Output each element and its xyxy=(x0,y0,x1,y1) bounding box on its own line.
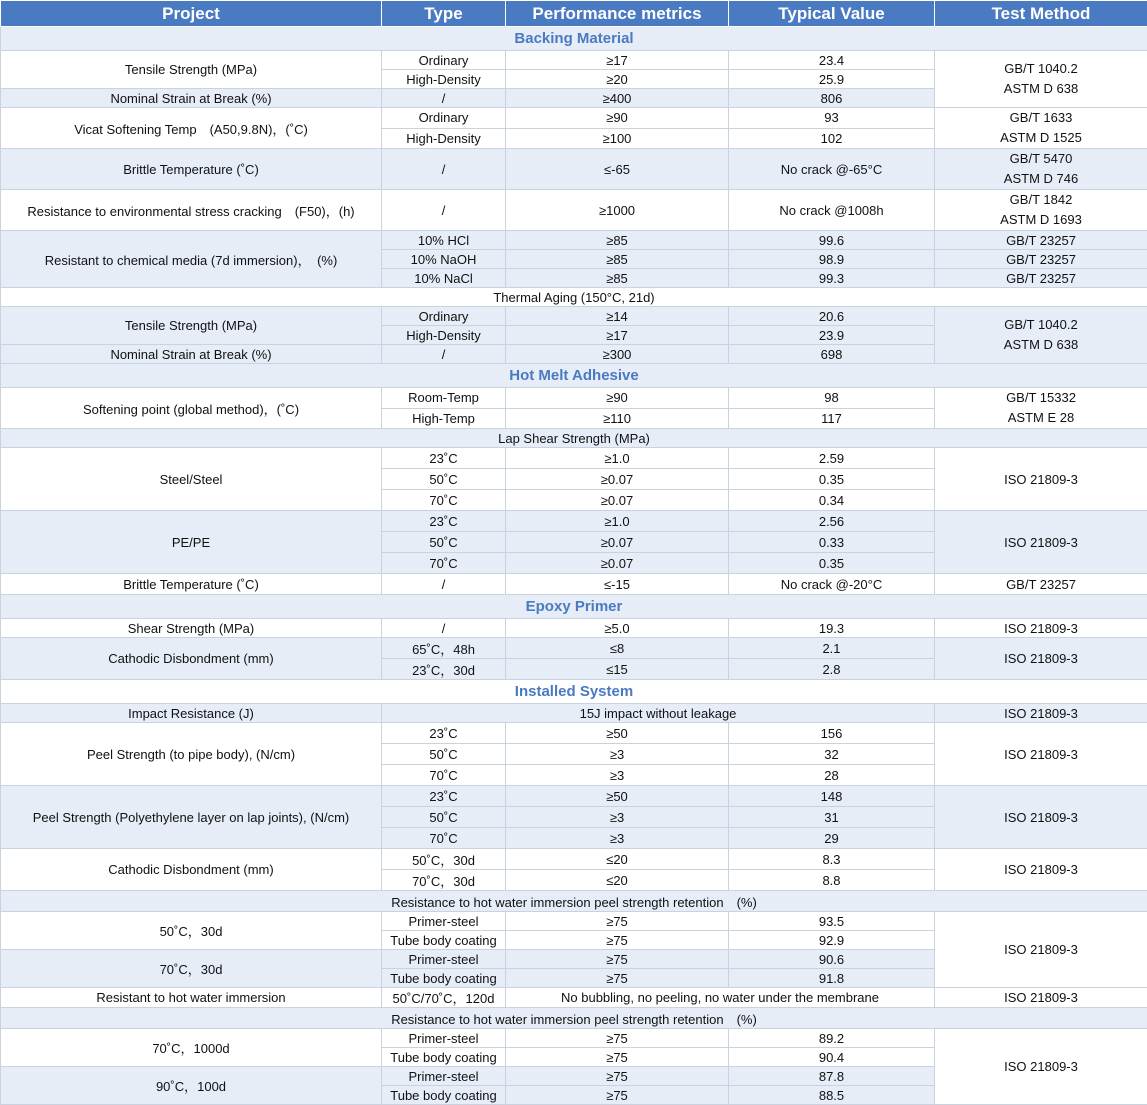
table-row xyxy=(1,1008,1147,1029)
table-cell: 31 xyxy=(729,807,935,828)
table-cell: Peel Strength (to pipe body), (N/cm) xyxy=(1,723,382,786)
table-cell: Tensile Strength (MPa) xyxy=(1,307,382,345)
table-cell xyxy=(935,190,1147,231)
table-cell: Ordinary xyxy=(382,51,506,70)
table-cell: 99.6 xyxy=(729,231,935,250)
table-row xyxy=(1,891,1147,912)
table-cell: ISO 21809-3 xyxy=(935,511,1147,574)
table-cell: Tube body coating xyxy=(382,969,506,988)
table-cell: 10% NaCl xyxy=(382,269,506,288)
table-cell: 50˚C xyxy=(382,469,506,490)
table-row xyxy=(1,619,1147,638)
table-cell: ISO 21809-3 xyxy=(935,849,1147,891)
table-cell: 8.3 xyxy=(729,849,935,870)
table-row xyxy=(1,786,1147,807)
cell-line: ASTM D 638 xyxy=(939,335,1143,355)
table-cell: ≥85 xyxy=(506,250,729,269)
table-cell: 10% NaOH xyxy=(382,250,506,269)
table-cell: 92.9 xyxy=(729,931,935,950)
table-cell: ISO 21809-3 xyxy=(935,704,1147,723)
table-cell: Brittle Temperature (˚C) xyxy=(1,149,382,190)
table-cell: Primer-steel xyxy=(382,1029,506,1048)
table-cell: ≥0.07 xyxy=(506,469,729,490)
table-cell: Tube body coating xyxy=(382,931,506,950)
table-row xyxy=(1,51,1147,70)
table-cell: Impact Resistance (J) xyxy=(1,704,382,723)
table-cell: ≥90 xyxy=(506,388,729,409)
table-cell: / xyxy=(382,619,506,638)
table-cell: GB/T 23257 xyxy=(935,250,1147,269)
table-cell: ≥75 xyxy=(506,912,729,931)
table-cell: 102 xyxy=(729,128,935,149)
table-cell: 698 xyxy=(729,345,935,364)
table-cell: ≤-65 xyxy=(506,149,729,190)
table-cell: Nominal Strain at Break (%) xyxy=(1,89,382,108)
table-cell: ≥20 xyxy=(506,70,729,89)
table-cell: 91.8 xyxy=(729,969,935,988)
cell-line: ASTM D 638 xyxy=(939,79,1143,99)
table-row xyxy=(1,288,1147,307)
table-cell: 87.8 xyxy=(729,1067,935,1086)
table-row xyxy=(1,849,1147,870)
table-cell: 156 xyxy=(729,723,935,744)
table-cell: Resistant to chemical media (7d immersion)， (%) xyxy=(1,231,382,288)
section-title: Backing Material xyxy=(1,27,1147,51)
table-cell: 50˚C，30d xyxy=(1,912,382,950)
table-cell: ≥3 xyxy=(506,765,729,786)
table-cell: 806 xyxy=(729,89,935,108)
table-cell: 88.5 xyxy=(729,1086,935,1105)
table-cell: ≥1.0 xyxy=(506,448,729,469)
table-row xyxy=(1,1029,1147,1048)
table-cell: ≥3 xyxy=(506,828,729,849)
table-cell: ≥1000 xyxy=(506,190,729,231)
table-cell: 90˚C，100d xyxy=(1,1067,382,1105)
table-cell: No bubbling, no peeling, no water under the membrane xyxy=(506,988,935,1008)
table-cell: ≥300 xyxy=(506,345,729,364)
table-cell: ISO 21809-3 xyxy=(935,723,1147,786)
table-cell: ≥90 xyxy=(506,108,729,129)
table-cell: High-Density xyxy=(382,326,506,345)
table-cell: 99.3 xyxy=(729,269,935,288)
table-cell: ≥50 xyxy=(506,786,729,807)
subheading: Thermal Aging (150°C, 21d) xyxy=(1,288,1147,307)
section-title: Installed System xyxy=(1,680,1147,704)
table-cell: 70˚C，30d xyxy=(382,870,506,891)
header-type: Type xyxy=(382,1,506,27)
table-cell: ≥5.0 xyxy=(506,619,729,638)
table-cell xyxy=(935,51,1147,108)
table-row xyxy=(1,680,1147,704)
table-cell: 93 xyxy=(729,108,935,129)
table-row xyxy=(1,27,1147,51)
cell-line: GB/T 1040.2 xyxy=(939,315,1143,335)
table-cell: GB/T 23257 xyxy=(935,269,1147,288)
table-cell: ISO 21809-3 xyxy=(935,988,1147,1008)
table-row xyxy=(1,723,1147,744)
table-cell: 15J impact without leakage xyxy=(382,704,935,723)
table-cell: 50˚C xyxy=(382,532,506,553)
table-cell: / xyxy=(382,574,506,595)
table-cell: Primer-steel xyxy=(382,950,506,969)
table-cell: 8.8 xyxy=(729,870,935,891)
cell-line: GB/T 1040.2 xyxy=(939,59,1143,79)
table-cell: 0.35 xyxy=(729,469,935,490)
table-cell: 2.1 xyxy=(729,638,935,659)
table-cell: 93.5 xyxy=(729,912,935,931)
table-cell: ≤8 xyxy=(506,638,729,659)
table-cell: ISO 21809-3 xyxy=(935,638,1147,680)
table-row xyxy=(1,108,1147,129)
table-cell: 19.3 xyxy=(729,619,935,638)
table-cell: PE/PE xyxy=(1,511,382,574)
table-cell: ISO 21809-3 xyxy=(935,619,1147,638)
table-row xyxy=(1,704,1147,723)
table-cell: GB/T 23257 xyxy=(935,231,1147,250)
table-cell: 23˚C xyxy=(382,786,506,807)
table-cell xyxy=(935,149,1147,190)
table-cell: 25.9 xyxy=(729,70,935,89)
table-cell: No crack @-20°C xyxy=(729,574,935,595)
table-cell: 70˚C xyxy=(382,765,506,786)
subheading: Resistance to hot water immersion peel strength retention (%) xyxy=(1,891,1147,912)
table-cell: High-Density xyxy=(382,70,506,89)
table-cell: 70˚C，1000d xyxy=(1,1029,382,1067)
subheading: Lap Shear Strength (MPa) xyxy=(1,429,1147,448)
table-cell: No crack @1008h xyxy=(729,190,935,231)
table-cell: 0.35 xyxy=(729,553,935,574)
header-typical-value: Typical Value xyxy=(729,1,935,27)
cell-line: ASTM D 746 xyxy=(939,169,1143,189)
table-cell: ≥17 xyxy=(506,326,729,345)
table-cell: ≥75 xyxy=(506,1048,729,1067)
table-cell: / xyxy=(382,149,506,190)
table-cell: ≤20 xyxy=(506,870,729,891)
table-cell: 20.6 xyxy=(729,307,935,326)
table-cell: / xyxy=(382,190,506,231)
table-cell: Vicat Softening Temp (A50,9.8N)，(˚C) xyxy=(1,108,382,149)
table-cell: 50˚C，30d xyxy=(382,849,506,870)
table-cell: 89.2 xyxy=(729,1029,935,1048)
table-cell: 23.4 xyxy=(729,51,935,70)
table-cell: Cathodic Disbondment (mm) xyxy=(1,638,382,680)
table-cell: GB/T 23257 xyxy=(935,574,1147,595)
table-cell: No crack @-65°C xyxy=(729,149,935,190)
table-cell: ≥14 xyxy=(506,307,729,326)
table-cell: Resistance to environmental stress cracking (F50)，(h) xyxy=(1,190,382,231)
table-cell: 2.56 xyxy=(729,511,935,532)
table-cell: 0.34 xyxy=(729,490,935,511)
cell-line: GB/T 1633 xyxy=(939,108,1143,128)
table-row xyxy=(1,638,1147,659)
table-cell: ≥100 xyxy=(506,128,729,149)
table-cell: Resistant to hot water immersion xyxy=(1,988,382,1008)
table-row xyxy=(1,429,1147,448)
header-performance-metrics: Performance metrics xyxy=(506,1,729,27)
table-row xyxy=(1,448,1147,469)
table-cell: ≥3 xyxy=(506,744,729,765)
table-cell: ≥110 xyxy=(506,408,729,429)
table-cell: 2.59 xyxy=(729,448,935,469)
header-project: Project xyxy=(1,1,382,27)
table-cell: 98 xyxy=(729,388,935,409)
table-cell: ≥75 xyxy=(506,1029,729,1048)
table-cell: Cathodic Disbondment (mm) xyxy=(1,849,382,891)
table-cell: ≥85 xyxy=(506,231,729,250)
table-cell: 70˚C xyxy=(382,490,506,511)
table-cell: / xyxy=(382,89,506,108)
table-row xyxy=(1,595,1147,619)
table-cell: ≥75 xyxy=(506,950,729,969)
table-cell: 90.6 xyxy=(729,950,935,969)
table-cell: 50˚C xyxy=(382,807,506,828)
table-cell: Ordinary xyxy=(382,307,506,326)
table-row xyxy=(1,364,1147,388)
table-cell: 70˚C xyxy=(382,828,506,849)
table-cell: 148 xyxy=(729,786,935,807)
table-cell: ≥17 xyxy=(506,51,729,70)
table-cell: 70˚C xyxy=(382,553,506,574)
table-cell: Room-Temp xyxy=(382,388,506,409)
cell-line: GB/T 15332 xyxy=(939,388,1143,408)
table-cell: ISO 21809-3 xyxy=(935,912,1147,988)
cell-line: GB/T 1842 xyxy=(939,190,1143,210)
table-cell: 23˚C xyxy=(382,511,506,532)
table-cell: ≥75 xyxy=(506,1067,729,1086)
table-row xyxy=(1,231,1147,250)
table-cell: Peel Strength (Polyethylene layer on lap joints), (N/cm) xyxy=(1,786,382,849)
table-cell: 28 xyxy=(729,765,935,786)
table-cell: 10% HCl xyxy=(382,231,506,250)
table-cell: 50˚C xyxy=(382,744,506,765)
cell-line: ASTM D 1525 xyxy=(939,128,1143,148)
table-cell: Shear Strength (MPa) xyxy=(1,619,382,638)
table-cell: 50˚C/70˚C，120d xyxy=(382,988,506,1008)
section-title: Hot Melt Adhesive xyxy=(1,364,1147,388)
table-cell: / xyxy=(382,345,506,364)
table-cell: Primer-steel xyxy=(382,1067,506,1086)
table-row xyxy=(1,574,1147,595)
cell-line: GB/T 5470 xyxy=(939,149,1143,169)
table-cell: ≥0.07 xyxy=(506,532,729,553)
table-cell: ISO 21809-3 xyxy=(935,1029,1147,1105)
section-title: Epoxy Primer xyxy=(1,595,1147,619)
table-cell: Tensile Strength (MPa) xyxy=(1,51,382,89)
table-cell: ≤-15 xyxy=(506,574,729,595)
table-row xyxy=(1,190,1147,231)
table-row xyxy=(1,988,1147,1008)
table-cell: ≤15 xyxy=(506,659,729,680)
table-cell: Tube body coating xyxy=(382,1086,506,1105)
table-cell: Nominal Strain at Break (%) xyxy=(1,345,382,364)
table-cell: Ordinary xyxy=(382,108,506,129)
cell-line: ASTM D 1693 xyxy=(939,210,1143,230)
table-cell: 90.4 xyxy=(729,1048,935,1067)
table-cell: ≤20 xyxy=(506,849,729,870)
subheading: Resistance to hot water immersion peel strength retention (%) xyxy=(1,1008,1147,1029)
table-cell: ≥0.07 xyxy=(506,553,729,574)
table-cell: ≥50 xyxy=(506,723,729,744)
table-row xyxy=(1,511,1147,532)
table-cell: 23.9 xyxy=(729,326,935,345)
table-cell: 32 xyxy=(729,744,935,765)
table-cell: ≥0.07 xyxy=(506,490,729,511)
table-cell: Steel/Steel xyxy=(1,448,382,511)
table-cell: 98.9 xyxy=(729,250,935,269)
table-cell: ≥85 xyxy=(506,269,729,288)
table-cell: 29 xyxy=(729,828,935,849)
table-cell: Tube body coating xyxy=(382,1048,506,1067)
table-cell: Primer-steel xyxy=(382,912,506,931)
table-row xyxy=(1,149,1147,190)
header-row xyxy=(1,1,1147,27)
table-cell: Softening point (global method)，(˚C) xyxy=(1,388,382,429)
table-cell: 70˚C，30d xyxy=(1,950,382,988)
table-cell: Brittle Temperature (˚C) xyxy=(1,574,382,595)
table-cell: ≥75 xyxy=(506,969,729,988)
table-cell: 0.33 xyxy=(729,532,935,553)
table-cell: ≥1.0 xyxy=(506,511,729,532)
table-row xyxy=(1,388,1147,409)
table-cell: 2.8 xyxy=(729,659,935,680)
table-cell: 65˚C，48h xyxy=(382,638,506,659)
table-cell: ≥3 xyxy=(506,807,729,828)
table-cell: High-Density xyxy=(382,128,506,149)
table-cell: 23˚C xyxy=(382,723,506,744)
table-cell xyxy=(935,388,1147,429)
table-body xyxy=(1,27,1147,1105)
table-cell: ISO 21809-3 xyxy=(935,786,1147,849)
table-cell: ≥75 xyxy=(506,931,729,950)
header-test-method: Test Method xyxy=(935,1,1147,27)
table-row xyxy=(1,307,1147,326)
table-cell xyxy=(935,108,1147,149)
table-cell: 23˚C xyxy=(382,448,506,469)
table-row xyxy=(1,912,1147,931)
table-cell: ISO 21809-3 xyxy=(935,448,1147,511)
cell-line: ASTM E 28 xyxy=(939,408,1143,428)
table-cell: 117 xyxy=(729,408,935,429)
table-cell: ≥75 xyxy=(506,1086,729,1105)
table-cell: ≥400 xyxy=(506,89,729,108)
table-cell xyxy=(935,307,1147,364)
table-cell: 23˚C，30d xyxy=(382,659,506,680)
table-cell: High-Temp xyxy=(382,408,506,429)
